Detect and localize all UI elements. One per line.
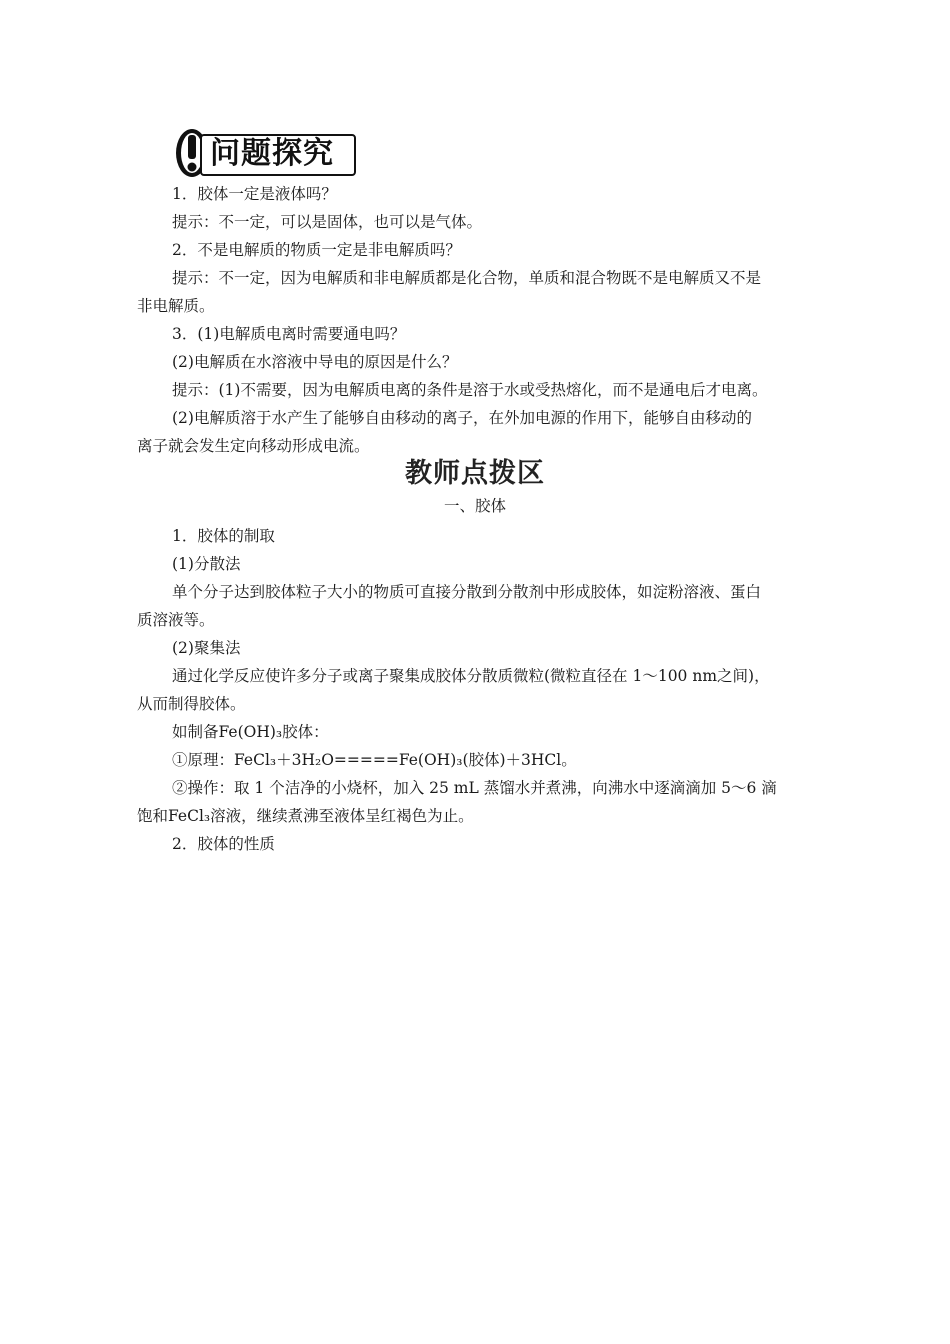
operation-line-1: ②操作：取 1 个洁净的小烧杯，加入 25 mL 蒸馏水并煮沸，向沸水中逐滴滴加 5～6 滴: [172, 779, 777, 797]
method-dispersion: (1)分散法: [172, 555, 241, 573]
aggregation-text-line-1: 通过化学反应使许多分子或离子聚集成胶体分散质微粒(微粒直径在 1～100 nm之间)，: [172, 667, 770, 685]
hint-1: 提示：不一定，可以是固体，也可以是气体。: [172, 213, 483, 231]
hint-3-line-3: 离子就会发生定向移动形成电流。: [137, 437, 370, 455]
example-intro: 如制备Fe(OH)₃胶体：: [172, 723, 329, 741]
question-2: 2．不是电解质的物质一定是非电解质吗？: [172, 241, 461, 259]
dispersion-text-line-2: 质溶液等。: [137, 611, 215, 629]
hint-2-line-2: 非电解质。: [137, 297, 215, 315]
section-title: 教师点拨区: [405, 458, 545, 489]
question-explore-banner: [174, 128, 356, 178]
dispersion-text-line-1: 单个分子达到胶体粒子大小的物质可直接分散到分散剂中形成胶体，如淀粉溶液、蛋白: [172, 583, 762, 601]
hint-2-line-1: 提示：不一定，因为电解质和非电解质都是化合物，单质和混合物既不是电解质又不是: [172, 269, 762, 287]
aggregation-text-line-2: 从而制得胶体。: [137, 695, 246, 713]
principle-equation: ①原理：FeCl₃＋3H₂O=====Fe(OH)₃(胶体)＋3HCl。: [172, 751, 577, 769]
method-aggregation: (2)聚集法: [172, 639, 241, 657]
question-1: 1．胶体一定是液体吗？: [172, 185, 337, 203]
operation-line-2: 饱和FeCl₃溶液，继续煮沸至液体呈红褐色为止。: [137, 807, 474, 825]
hint-3-line-2: (2)电解质溶于水产生了能够自由移动的离子，在外加电源的作用下，能够自由移动的: [172, 409, 752, 427]
heading-colloid-preparation: 1．胶体的制取: [172, 527, 275, 545]
question-3-part-2: (2)电解质在水溶液中导电的原因是什么？: [172, 353, 458, 371]
banner-title: 问题探究: [210, 136, 334, 171]
heading-colloid-properties: 2．胶体的性质: [172, 835, 275, 853]
question-3-part-1: 3．(1)电解质电离时需要通电吗？: [172, 325, 406, 343]
section-subtitle: 一、胶体: [443, 497, 506, 515]
hint-3-line-1: 提示：(1)不需要，因为电解质电离的条件是溶于水或受热熔化，而不是通电后才电离。: [172, 381, 768, 399]
